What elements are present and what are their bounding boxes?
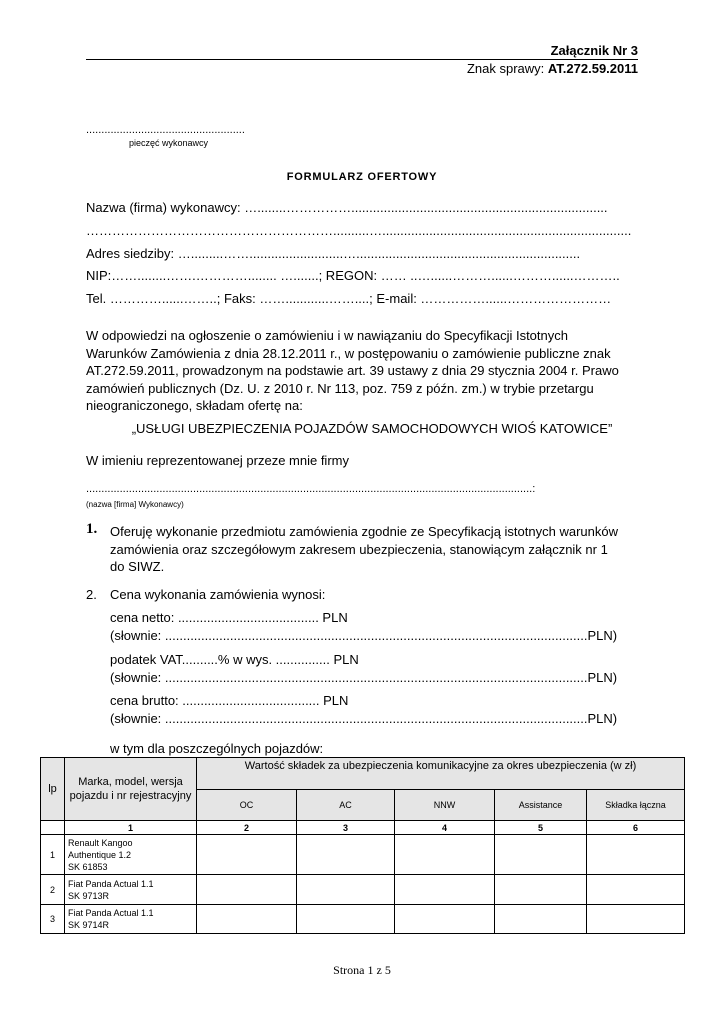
ac-cell[interactable] bbox=[297, 905, 395, 934]
nnw-cell[interactable] bbox=[395, 905, 495, 934]
column-number-cell: 1 bbox=[65, 821, 197, 835]
total-premium-header: Składka łączna bbox=[587, 790, 685, 821]
vehicle-line: Fiat Panda Actual 1.1 bbox=[68, 878, 154, 889]
vat-words-field[interactable]: (słownie: .....................................................................................................................PLN) bbox=[110, 670, 618, 685]
assistance-cell[interactable] bbox=[495, 905, 587, 934]
vehicle-line: Fiat Panda Actual 1.1 bbox=[68, 908, 154, 918]
column-number-cell: 6 bbox=[587, 821, 685, 835]
case-label: Znak sprawy: bbox=[466, 61, 548, 76]
total-cell[interactable] bbox=[587, 835, 685, 875]
per-vehicle-label: w tym dla poszczególnych pojazdów: bbox=[110, 741, 324, 756]
assistance-header: Assistance bbox=[495, 790, 587, 821]
assistance-cell[interactable] bbox=[495, 835, 587, 875]
stamp-label: pieczęć wykonawcy bbox=[129, 138, 209, 148]
total-cell[interactable] bbox=[587, 875, 685, 905]
oc-cell[interactable] bbox=[197, 875, 297, 905]
service-title: „USŁUGI UBEZPIECZENIA POJAZDÓW SAMOCHODOWYCH WIOŚ KATOWICE” bbox=[131, 421, 613, 436]
company-caption: (nazwa [firma] Wykonawcy) bbox=[86, 500, 184, 509]
column-number-cell: 2 bbox=[197, 821, 297, 835]
oc-cell[interactable] bbox=[197, 835, 297, 875]
company-name-field[interactable]: Nazwa (firma) wykonawcy: …........……………....................................................................... bbox=[86, 200, 608, 215]
point-1-number: 1. bbox=[86, 521, 98, 537]
nnw-header: NNW bbox=[395, 790, 495, 821]
nnw-cell[interactable] bbox=[395, 835, 495, 875]
intro-paragraph bbox=[86, 327, 638, 415]
form-title: FORMULARZ OFERTOWY bbox=[286, 171, 438, 183]
point-2-title: Cena wykonania zamówienia wynosi: bbox=[110, 587, 326, 602]
ac-header: AC bbox=[297, 790, 395, 821]
column-number-cell: 5 bbox=[495, 821, 587, 835]
table-row bbox=[41, 875, 685, 905]
company-name-field-continued[interactable]: …………………………………………………..........…..................................................................... bbox=[86, 223, 632, 238]
point-1-line: Oferuję wykonanie przedmiotu zamówienia zgodnie ze Specyfikacją istotnych warunków bbox=[110, 524, 618, 539]
stamp-dots: .................................................... bbox=[86, 124, 245, 136]
point-1-text bbox=[110, 523, 618, 576]
row-lp: 1 bbox=[41, 835, 65, 875]
row-vehicle bbox=[65, 835, 197, 875]
oc-cell[interactable] bbox=[197, 905, 297, 934]
row-lp: 3 bbox=[41, 905, 65, 934]
net-price-words-field[interactable]: (słownie: .....................................................................................................................PLN) bbox=[110, 628, 618, 643]
column-number-cell: 3 bbox=[297, 821, 395, 835]
vehicle-line: SK 61853 bbox=[68, 861, 108, 872]
nnw-cell[interactable] bbox=[395, 875, 495, 905]
ac-cell[interactable] bbox=[297, 835, 395, 875]
intro-line: nieograniczonego, składam ofertę na: bbox=[86, 398, 303, 413]
intro-line: zamówień publicznych (Dz. U. z 2010 r. Nr 113, poz. 759 z późn. zm.) w trybie przetargu bbox=[86, 380, 594, 396]
table-row bbox=[41, 835, 685, 875]
vehicle-line: SK 9713R bbox=[68, 890, 110, 901]
vehicle-header: Marka, model, wersja pojazdu i nr rejestracyjny bbox=[65, 758, 197, 821]
vat-field[interactable]: podatek VAT..........% w wys. ............... PLN bbox=[110, 652, 359, 667]
case-reference bbox=[467, 61, 638, 76]
vehicle-line: SK 9714R bbox=[68, 920, 110, 930]
gross-price-words-field[interactable]: (słownie: .....................................................................................................................PLN) bbox=[110, 711, 618, 726]
ac-cell[interactable] bbox=[297, 875, 395, 905]
premium-group-header: Wartość składek za ubezpieczenia komunikacyjne za okres ubezpieczenia (w zł) bbox=[197, 758, 685, 790]
column-number-cell bbox=[41, 821, 65, 835]
table-row bbox=[41, 905, 685, 934]
vehicle-line: Authentique 1.2 bbox=[68, 849, 132, 860]
point-1-line: do SIWZ. bbox=[110, 559, 165, 574]
assistance-cell[interactable] bbox=[495, 875, 587, 905]
address-field[interactable]: Adres siedziby: ….........……..........................….............................................................. bbox=[86, 246, 581, 261]
column-number-cell: 4 bbox=[395, 821, 495, 835]
row-vehicle bbox=[65, 905, 197, 934]
nip-regon-field[interactable]: NIP:……........…….…………........ ….......; REGON: …… ..…......………......………......……….. bbox=[86, 268, 620, 283]
contact-field[interactable]: Tel. …………......……..; Faks: ……............……....; E-mail: ……………......…………………… bbox=[86, 291, 612, 306]
attachment-label: Załącznik Nr 3 bbox=[550, 43, 638, 58]
point-1-line: zamówienia oraz szczegółowym zakresem ubezpieczenia, stanowiącym załącznik nr 1 bbox=[110, 541, 608, 557]
lp-header: lp bbox=[41, 758, 65, 821]
row-vehicle bbox=[65, 875, 197, 905]
intro-line: W odpowiedzi na ogłoszenie o zamówieniu i w nawiązaniu do Specyfikacji Istotnych bbox=[86, 328, 568, 343]
gross-price-field[interactable]: cena brutto: ...................................... PLN bbox=[110, 693, 349, 708]
page-footer: Strona 1 z 5 bbox=[333, 963, 391, 977]
intro-line: Warunków Zamówienia z dnia 28.12.2011 r., w postępowaniu o zamówienie publiczne znak bbox=[86, 345, 611, 361]
point-2-number: 2. bbox=[86, 587, 97, 602]
on-behalf-text: W imieniu reprezentowanej przeze mnie firmy bbox=[86, 453, 349, 468]
total-cell[interactable] bbox=[587, 905, 685, 934]
vehicle-premium-table bbox=[40, 757, 685, 934]
header-divider bbox=[86, 59, 638, 60]
case-number: AT.272.59.2011 bbox=[547, 61, 638, 76]
company-line[interactable]: ..................................................................................................................................................: bbox=[86, 483, 536, 495]
net-price-field[interactable]: cena netto: ....................................... PLN bbox=[110, 610, 348, 625]
row-lp: 2 bbox=[41, 875, 65, 905]
vehicle-line: Renault Kangoo bbox=[68, 837, 133, 848]
oc-header: OC bbox=[197, 790, 297, 821]
intro-line: AT.272.59.2011, prowadzonym na podstawie art. 39 ustawy z dnia 29 stycznia 2004 r. Prawo bbox=[86, 363, 619, 378]
